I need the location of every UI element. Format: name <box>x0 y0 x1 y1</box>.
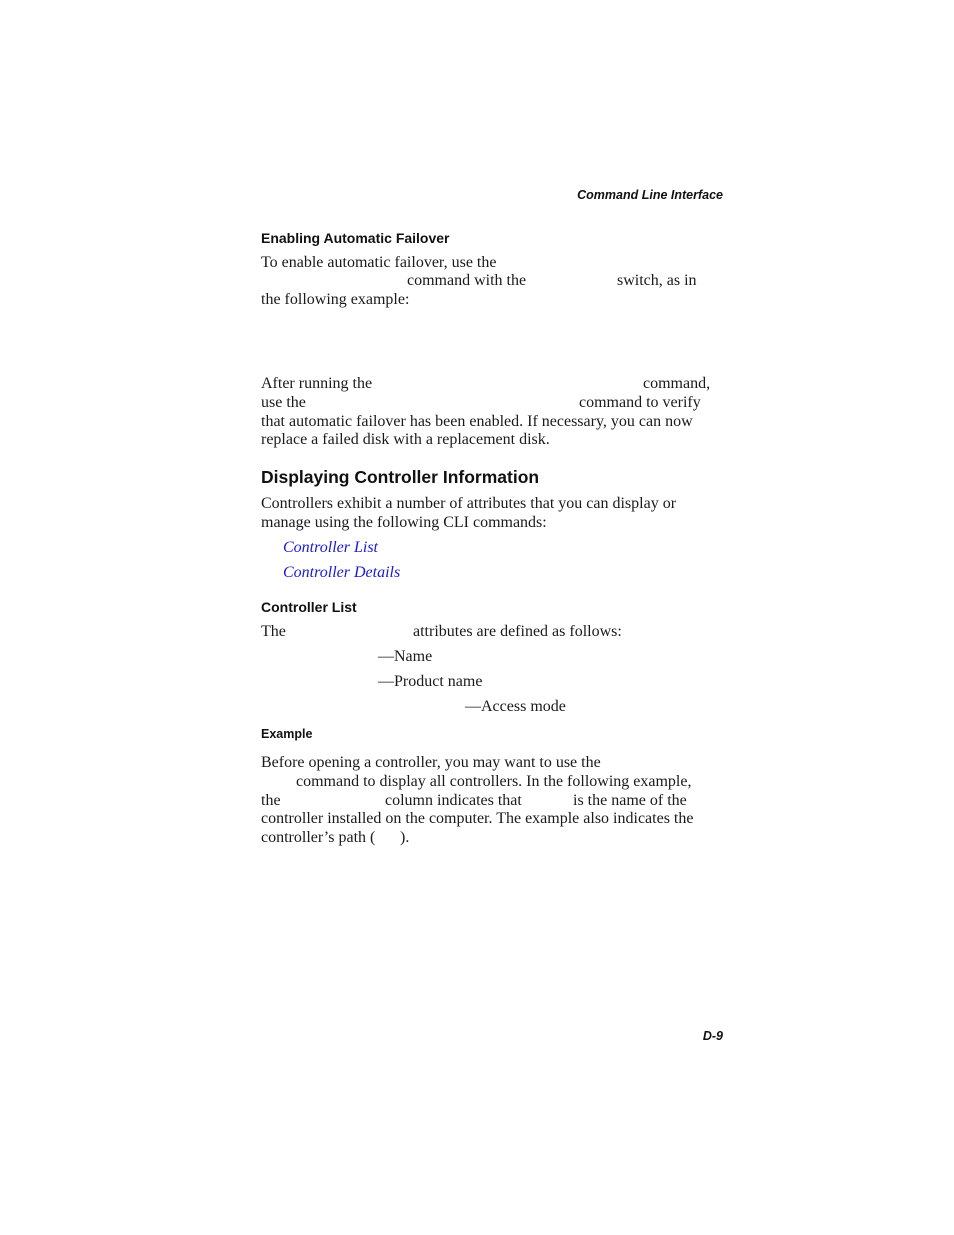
failover-para2-line2a: use the <box>261 394 306 411</box>
section-heading-example: Example <box>261 727 313 741</box>
example-line3a: the <box>261 792 281 809</box>
attribute-product-name: —Product name <box>378 673 483 690</box>
example-line4: controller installed on the computer. The example also indicates the <box>261 810 694 827</box>
example-line5b: ). <box>400 829 410 846</box>
controller-list-line1a: The <box>261 623 286 640</box>
failover-para1-line1: To enable automatic failover, use the <box>261 254 497 271</box>
failover-para2-line1a: After running the <box>261 375 373 392</box>
example-line1: Before opening a controller, you may want to use the <box>261 754 601 771</box>
failover-para1-line3: the following example: <box>261 291 410 308</box>
failover-para2-line4: replace a failed disk with a replacement disk. <box>261 431 550 448</box>
failover-para2-line1b: command, <box>643 375 711 392</box>
controller-info-intro-line2: manage using the following CLI commands: <box>261 514 547 531</box>
page-number: D-9 <box>702 1029 723 1043</box>
failover-para2-line3: that automatic failover has been enabled. If necessary, you can now <box>261 413 693 430</box>
link-controller-details[interactable]: Controller Details <box>283 564 401 581</box>
controller-info-intro-line1: Controllers exhibit a number of attributes that you can display or <box>261 495 677 512</box>
section-heading-controller-list: Controller List <box>261 599 357 615</box>
example-line3c: is the name of the <box>573 792 687 809</box>
attribute-name: —Name <box>378 648 433 665</box>
section-heading-failover: Enabling Automatic Failover <box>261 230 450 246</box>
failover-para1-line2b: switch, as in <box>617 272 697 289</box>
example-line3b: column indicates that <box>385 792 522 809</box>
link-controller-list[interactable]: Controller List <box>283 539 378 556</box>
failover-para2-line2b: command to verify <box>579 394 701 411</box>
failover-para1-line2a: command with the <box>407 272 527 289</box>
example-line5a: controller’s path ( <box>261 829 376 846</box>
controller-list-line1b: attributes are defined as follows: <box>413 623 622 640</box>
attribute-access-mode: —Access mode <box>465 698 566 715</box>
running-head: Command Line Interface <box>577 188 723 202</box>
section-heading-controller-info: Displaying Controller Information <box>261 467 540 487</box>
example-line2: command to display all controllers. In the following example, <box>296 773 692 790</box>
